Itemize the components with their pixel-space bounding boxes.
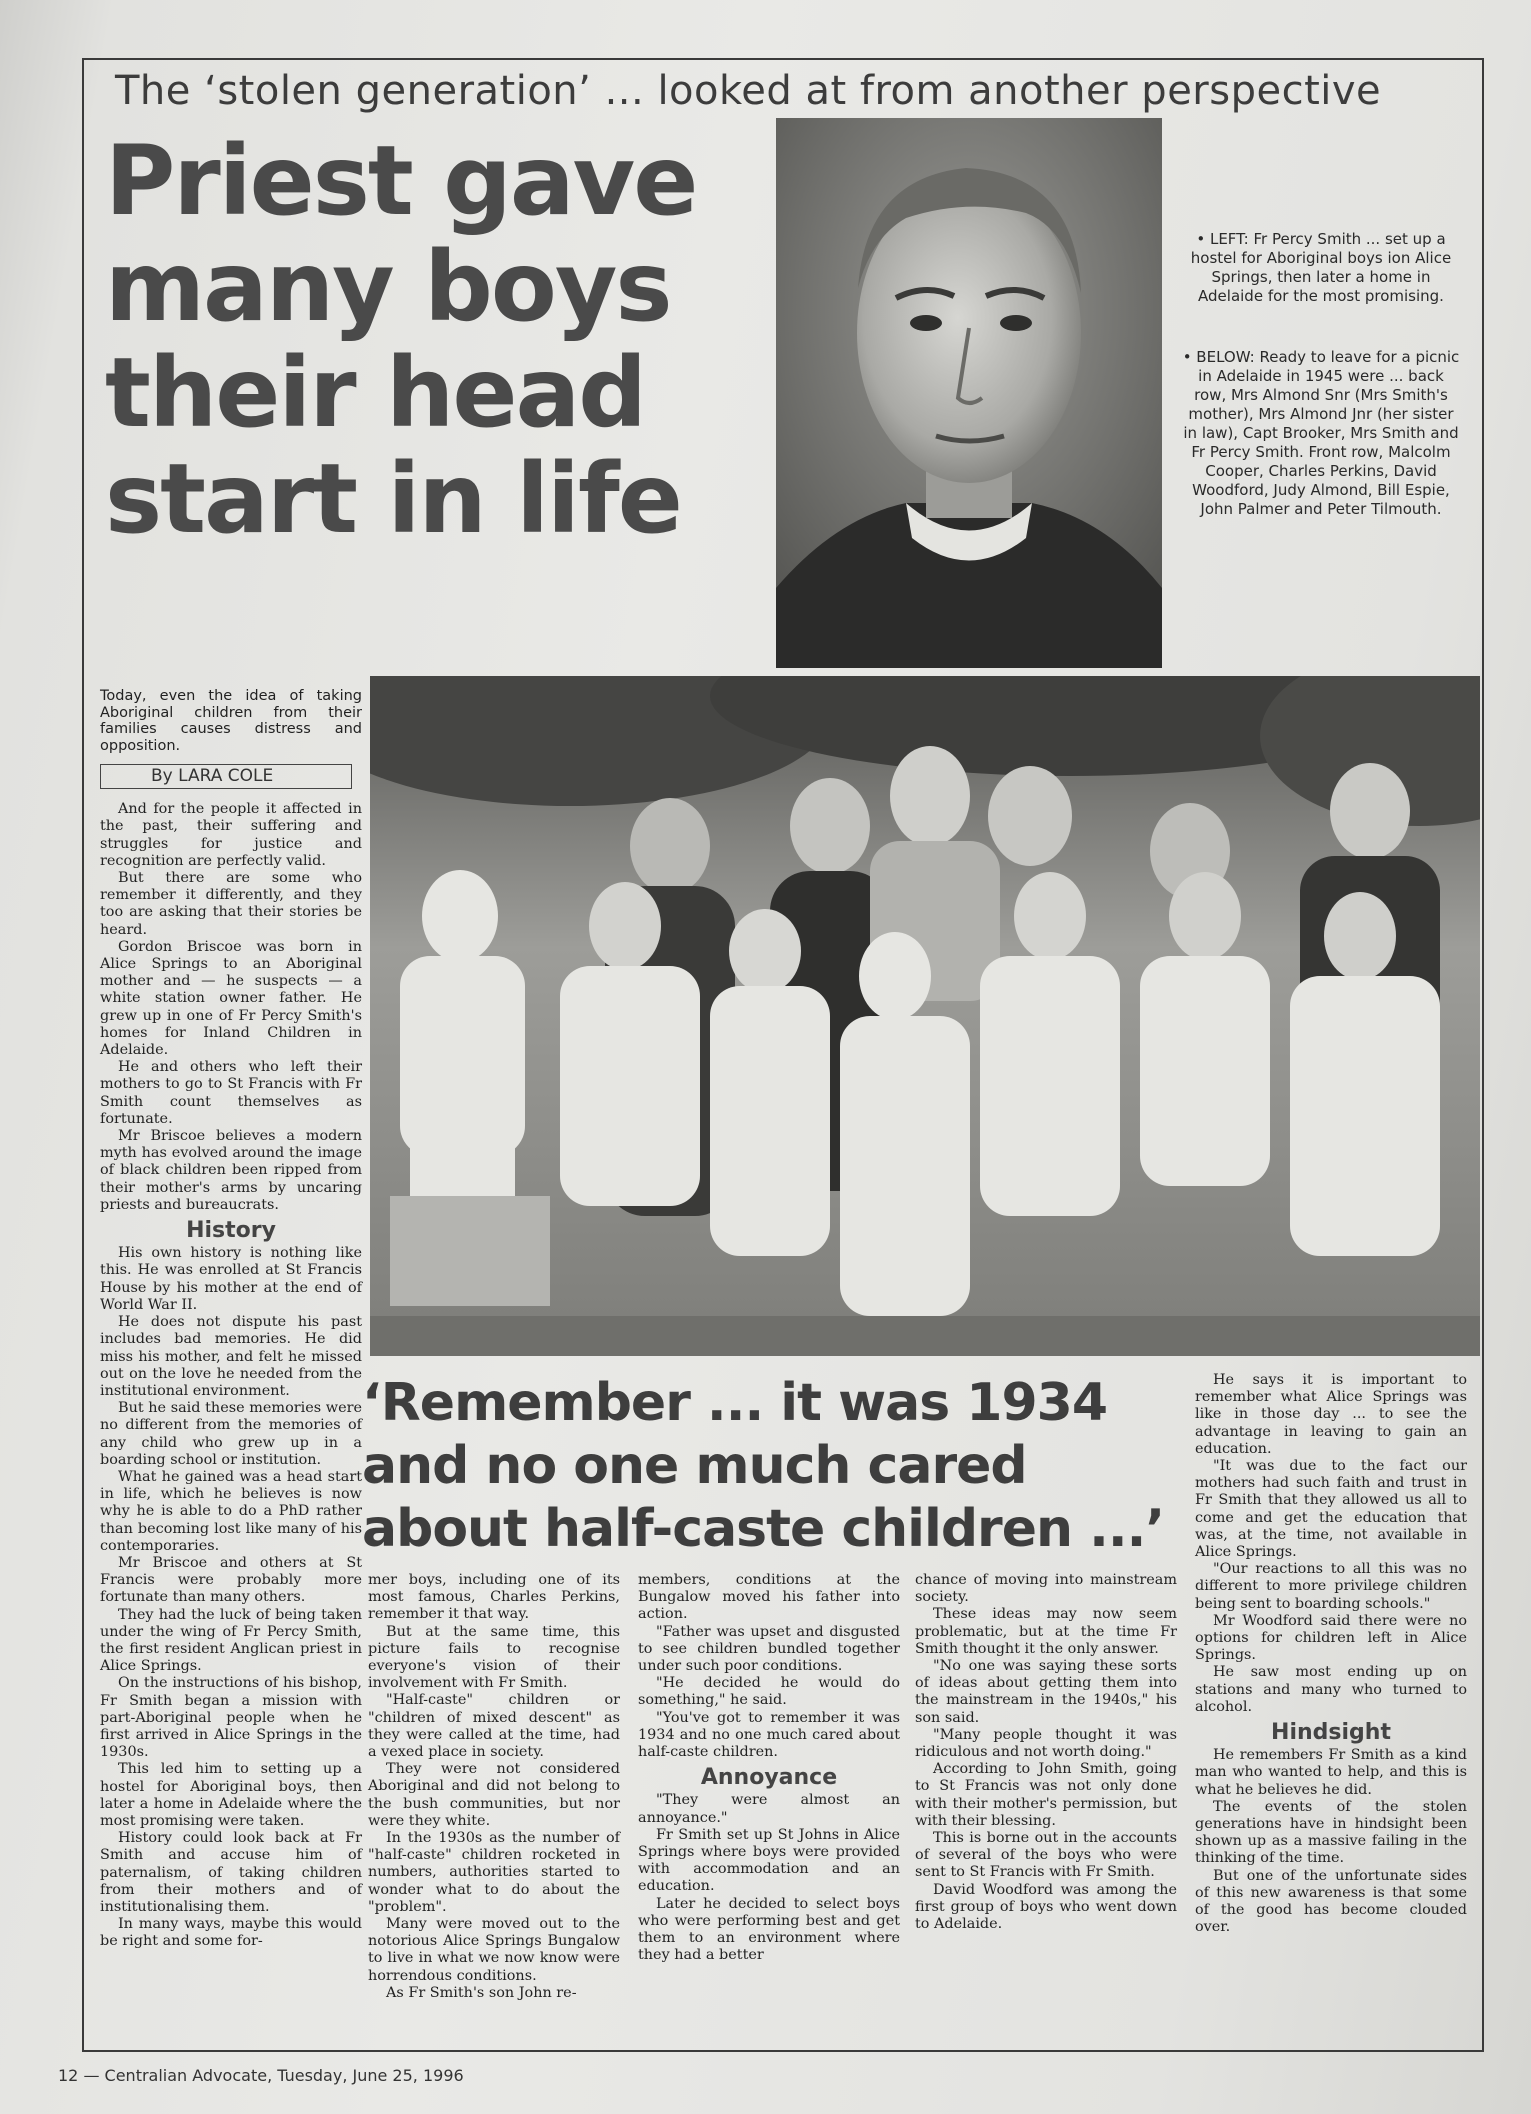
paragraph: They were not considered Aboriginal and did not belong to the bush communities, but nor were they white. bbox=[368, 1761, 620, 1829]
column-3 bbox=[638, 1572, 900, 1964]
kicker-line: The ‘stolen generation’ ... looked at from another perspective bbox=[115, 68, 1382, 114]
portrait-photo bbox=[776, 118, 1162, 668]
paragraph: Mr Briscoe believes a modern myth has evolved around the image of black children been ripped from their mother's arms by uncaring priests and bureaucrats. bbox=[100, 1128, 362, 1213]
subhead-annoyance: Annoyance bbox=[700, 1765, 838, 1791]
pull-quote-line: ‘Remember ... it was 1934 bbox=[362, 1373, 1107, 1433]
paragraph: On the instructions of his bishop, Fr Smith began a mission with part-Aboriginal people when he first arrived in Alice Springs in the 1930s. bbox=[100, 1675, 362, 1761]
byline: By LARA COLE bbox=[100, 764, 352, 789]
paragraph: Mr Woodford said there were no options for children left in Alice Springs. bbox=[1195, 1612, 1467, 1664]
paragraph: Gordon Briscoe was born in Alice Springs to an Aboriginal mother and — he suspects — a white station owner father. He grew up in one of Fr Percy Smith's homes for Inland Children in Adelaide. bbox=[100, 938, 362, 1059]
paragraph: "He decided he would do something," he said. bbox=[638, 1675, 900, 1709]
portrait-drawing bbox=[776, 118, 1162, 668]
paragraph: He remembers Fr Smith as a kind man who wanted to help, and this is what he believes he did. bbox=[1195, 1747, 1467, 1798]
paragraph: And for the people it affected in the past, their suffering and struggles for justice and recognition are perfectly valid. bbox=[100, 801, 362, 869]
paragraph: "Half-caste" children or "children of mixed descent" as they were called at the time, had a vexed place in society. bbox=[368, 1692, 620, 1761]
headline-line: their head bbox=[105, 337, 645, 449]
paragraph: "Many people thought it was ridiculous and not worth doing." bbox=[915, 1726, 1177, 1761]
paragraph: Later he decided to select boys who were performing best and get them to an environment where they had a better bbox=[638, 1895, 900, 1964]
paragraph: In many ways, maybe this would be right and some for- bbox=[100, 1916, 362, 1950]
page-footer: 12 — Centralian Advocate, Tuesday, June 25, 1996 bbox=[58, 2066, 464, 2085]
paragraph: But there are some who remember it differently, and they too are asking that their stories be heard. bbox=[100, 870, 362, 938]
paragraph: His own history is nothing like this. He was enrolled at St Francis House by his mother at the end of World War II. bbox=[100, 1245, 362, 1313]
paragraph: But he said these memories were no different from the memories of any child who grew up in a boarding school or institution. bbox=[100, 1400, 362, 1468]
paragraph: "No one was saying these sorts of ideas about getting them into the mainstream in the 1940s," his son said. bbox=[915, 1658, 1177, 1726]
paragraph: Mr Briscoe and others at St Francis were probably more fortunate than many others. bbox=[100, 1554, 362, 1606]
subhead-hindsight: Hindsight bbox=[1271, 1720, 1391, 1746]
paragraph: members, conditions at the Bungalow moved his father into action. bbox=[638, 1572, 900, 1623]
group-photo bbox=[370, 676, 1480, 1356]
paragraph: The events of the stolen generations have in hindsight been shown up as a massive failing in the thinking of the time. bbox=[1195, 1798, 1467, 1867]
paragraph: But one of the unfortunate sides of this new awareness is that some of the good has become clouded over. bbox=[1195, 1867, 1467, 1936]
paragraph: They had the luck of being taken under the wing of Fr Percy Smith, the first resident Anglican priest in Alice Springs. bbox=[100, 1606, 362, 1675]
pull-quote-line: about half-caste children ...’ bbox=[362, 1499, 1165, 1559]
paragraph: "You've got to remember it was 1934 and no one much cared about half-caste children. bbox=[638, 1709, 900, 1761]
paragraph: According to John Smith, going to St Francis was not only done with their mother's permission, but with their blessing. bbox=[915, 1761, 1177, 1829]
paragraph: mer boys, including one of its most famous, Charles Perkins, remember it that way. bbox=[368, 1572, 620, 1623]
column-2 bbox=[368, 1572, 620, 2002]
paragraph: This led him to setting up a hostel for Aboriginal boys, then later a home in Adelaide where the most promising were taken. bbox=[100, 1761, 362, 1829]
headline-line: Priest gave bbox=[105, 125, 697, 237]
paragraph: "They were almost an annoyance." bbox=[638, 1792, 900, 1826]
paragraph: But at the same time, this picture fails to recognise everyone's vision of their involvement with Fr Smith. bbox=[368, 1623, 620, 1692]
headline bbox=[105, 125, 785, 555]
paragraph: He and others who left their mothers to go to St Francis with Fr Smith count themselves as fortunate. bbox=[100, 1059, 362, 1127]
paragraph: Fr Smith set up St Johns in Alice Springs where boys were provided with accommodation and an education. bbox=[638, 1826, 900, 1895]
pull-quote-line: and no one much cared bbox=[362, 1436, 1027, 1496]
paragraph: "Our reactions to all this was no different to more privilege children being sent to boarding schools." bbox=[1195, 1561, 1467, 1612]
column-5 bbox=[1195, 1372, 1467, 1937]
paragraph: These ideas may now seem problematic, but at the time Fr Smith thought it the only answer. bbox=[915, 1606, 1177, 1657]
pull-quote-headline bbox=[362, 1372, 1202, 1561]
paragraph: "It was due to the fact our mothers had such faith and trust in Fr Smith that they allowed us all to come and get the education that was, at the time, not available in Alice Springs. bbox=[1195, 1458, 1467, 1561]
paragraph: David Woodford was among the first group of boys who went down to Adelaide. bbox=[915, 1881, 1177, 1933]
caption-below: • BELOW: Ready to leave for a picnic in Adelaide in 1945 were ... back row, Mrs Almond Snr (Mrs Smith's mother), Mrs Almond Jnr (her sister in law), Capt Brooker, Mrs Smith and Fr Percy Smith. Front row, Malcolm Cooper, Charles Perkins, David Woodford, Judy Almond, Bill Espie, John Palmer and Peter Tilmouth. bbox=[1182, 348, 1460, 518]
headline-line: many boys bbox=[105, 231, 671, 343]
paragraph: chance of moving into mainstream society. bbox=[915, 1572, 1177, 1606]
paragraph: This is borne out in the accounts of several of the boys who were sent to St Francis with Fr Smith. bbox=[915, 1830, 1177, 1881]
column-1 bbox=[100, 688, 362, 1951]
paragraph: Many were moved out to the notorious Alice Springs Bungalow to live in what we now know were horrendous conditions. bbox=[368, 1916, 620, 1984]
paragraph: He does not dispute his past includes bad memories. He did miss his mother, and felt he missed out on the love he needed from the institutional environment. bbox=[100, 1314, 362, 1399]
intro-text: Today, even the idea of taking Aboriginal children from their families causes distress and opposition. bbox=[100, 688, 362, 754]
paragraph: History could look back at Fr Smith and accuse him of paternalism, of taking children from their mothers and of institutionalising them. bbox=[100, 1830, 362, 1915]
subhead-history: History bbox=[186, 1218, 276, 1244]
paragraph: As Fr Smith's son John re- bbox=[386, 1984, 577, 2001]
column-4 bbox=[915, 1572, 1177, 1933]
headline-line: start in life bbox=[105, 443, 681, 555]
paragraph: "Father was upset and disgusted to see children bundled together under such poor conditions. bbox=[638, 1623, 900, 1675]
paragraph: What he gained was a head start in life, which he believes is now why he is able to do a PhD rather than becoming lost like many of his contemporaries. bbox=[100, 1468, 362, 1554]
caption-left: • LEFT: Fr Percy Smith ... set up a hostel for Aboriginal boys ion Alice Springs, then later a home in Adelaide for the most promising. bbox=[1190, 230, 1452, 305]
paragraph: In the 1930s as the number of "half-caste" children rocketed in numbers, authorities started to wonder what to do about the "problem". bbox=[368, 1830, 620, 1915]
paragraph: He says it is important to remember what Alice Springs was like in those day ... to see the advantage in leaving to gain an education. bbox=[1195, 1372, 1467, 1457]
group-photo-drawing bbox=[370, 676, 1480, 1356]
paragraph: He saw most ending up on stations and many who turned to alcohol. bbox=[1195, 1664, 1467, 1715]
